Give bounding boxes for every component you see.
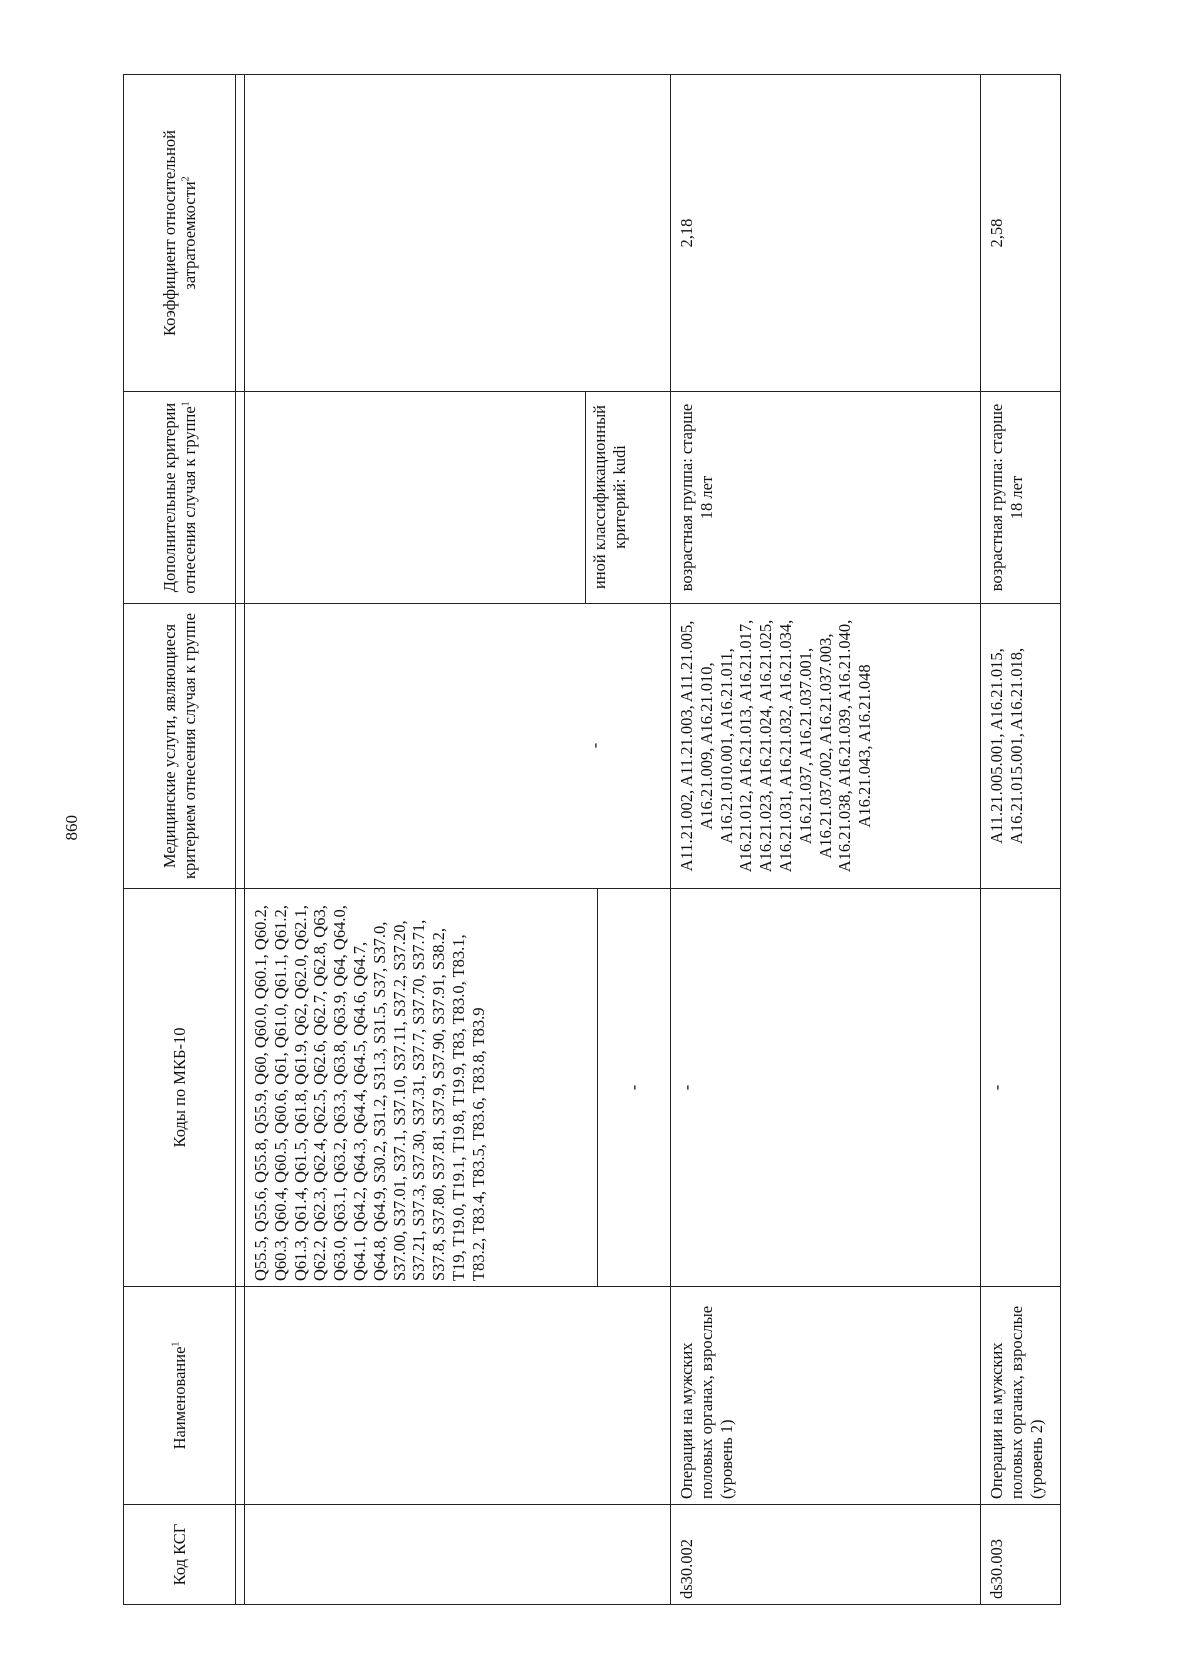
header-icd: Коды по МКБ-10 — [124, 889, 236, 1287]
header-code: Код КСГ — [124, 1505, 236, 1605]
ksg-services: A11.21.002, A11.21.003, A11.21.005, A16.21.009, A16.21.010, A16.21.010.001, A16.21.011, A16.21.012, A16.21.013, A16.21.017, A16.21.023, A16.21.024, A16.21.025, A16.21.031, A16.21.032, A16.21.034, A16.21.037, A16.21.037.001, A16.21.037.002, A16.21.037.003, A16.21.038, A16.21.039, A16.21.040, A16.21.043, A16.21.048 — [671, 604, 981, 889]
page-number: 860 — [62, 815, 81, 841]
header-name: Наименование$^1$ — [124, 1287, 236, 1505]
ksg-table-rows — [670, 74, 1061, 1605]
ksg-criteria: возрастная группа: старше 18 лет — [981, 392, 1061, 604]
icd-codes-cell: Q55.5, Q55.6, Q55.8, Q55.9, Q60, Q60.0, Q60.1, Q60.2, Q60.3, Q60.4, Q60.5, Q60.6, Q61, Q61.0, Q61.1, Q61.2, Q61.3, Q61.4, Q61.5, Q61.8, Q61.9, Q62, Q62.0, Q62.1, Q62.2, Q62.3, Q62.4, Q62.5, Q62.6, Q62.7, Q62.8, Q63, Q63.0, Q63.1, Q63.2, Q63.3, Q63.8, Q63.9, Q64, Q64.0, Q64.1, Q64.2, Q64.3, Q64.4, Q64.5, Q64.6, Q64.7, Q64.8, Q64.9, S30.2, S31.2, S31.3, S31.5, S37, S37.0, S37.00, S37.01, S37.1, S37.10, S37.11, S37.2, S37.20, S37.21, S37.3, S37.30, S37.31, S37.7, S37.70, S37.71, S37.8, S37.80, S37.81, S37.9, S37.90, S37.91, S38.2, T19, T19.0, T19.1, T19.8, T19.9, T83, T83.0, T83.1, T83.2, T83.4, T83.5, T83.6, T83.8, T83.9 — [245, 889, 598, 1287]
header-services: Медицинские услуги, являющиеся критерием отнесения случая к группе — [124, 604, 236, 889]
ksg-code: ds30.003 — [981, 1505, 1061, 1605]
table-row — [671, 75, 981, 1605]
ksg-criteria: возрастная группа: старше 18 лет — [671, 392, 981, 604]
table-row — [981, 75, 1061, 1605]
header-criteria: Дополнительные критерии отнесения случая к группе$^1$ — [124, 392, 236, 604]
ksg-coef: 2,58 — [981, 75, 1061, 392]
ksg-services: A11.21.005.001, A16.21.015, A16.21.015.001, A16.21.018, — [981, 604, 1061, 889]
table-row — [245, 75, 598, 1605]
icd-dash: - — [598, 889, 671, 1287]
ksg-name: Операции на мужских половых органах, взрослые (уровень 2) — [981, 1287, 1061, 1505]
criteria-continuation: иной классификационный критерий: kudi — [585, 391, 650, 603]
ksg-code: ds30.002 — [671, 1505, 981, 1605]
ksg-name: Операции на мужских половых органах, взрослые (уровень 1) — [671, 1287, 981, 1505]
table-gap-row — [236, 75, 245, 1605]
header-coef: Коэффициент относительной затратоемкости$^2$ — [124, 75, 236, 392]
ksg-coef: 2,18 — [671, 75, 981, 392]
ksg-icd: - — [671, 889, 981, 1287]
ksg-icd: - — [981, 889, 1061, 1287]
services-dash: - — [585, 742, 604, 749]
rotated-page — [123, 75, 1046, 1605]
